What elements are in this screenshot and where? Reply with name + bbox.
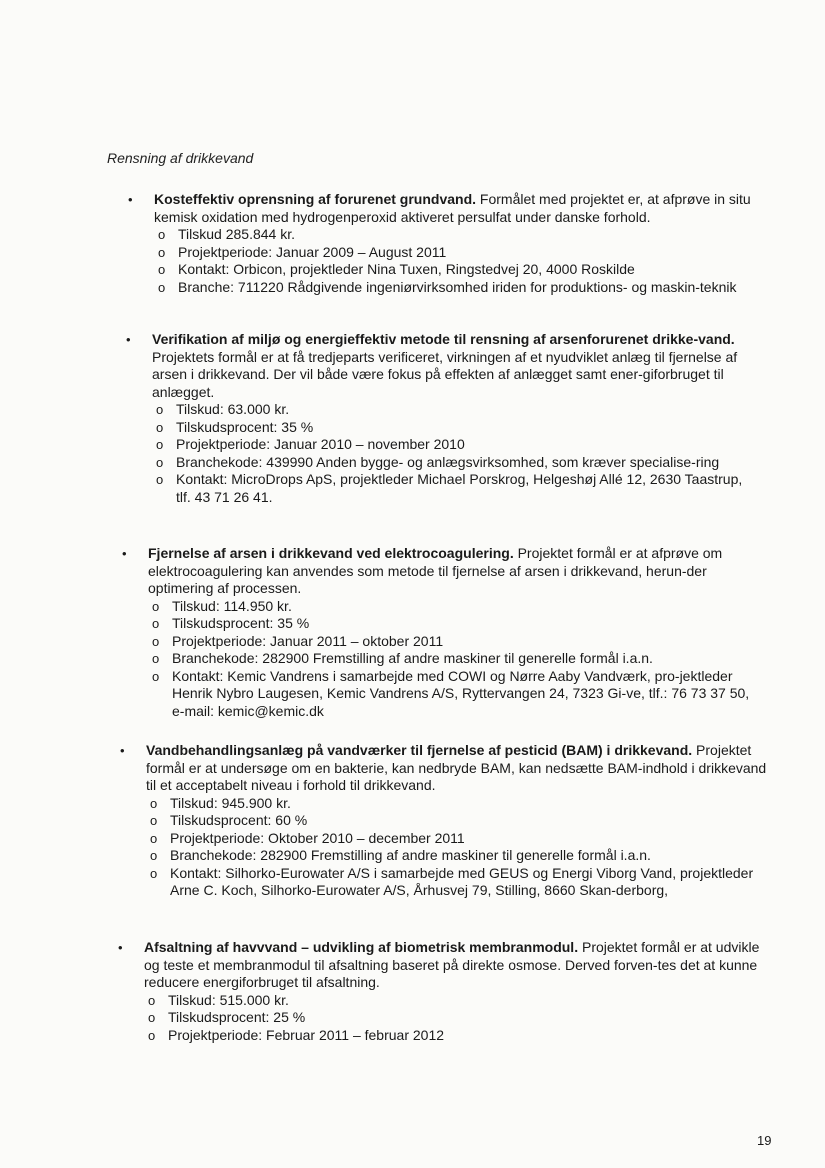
sub-bullet-icon: o [156,402,164,417]
detail-item: o Tilskud: 945.900 kr. [150,794,291,811]
detail-item: o Tilskudsprocent: 35 % [156,418,314,435]
sub-bullet-icon: o [158,227,166,242]
project-title: Vandbehandlingsanlæg på vandværker til fjernelse af pesticid (BAM) i drikkevand. [146,742,693,758]
sub-bullet-icon: o [158,279,166,295]
project-details [154,226,764,296]
project-entry [126,331,760,506]
project-details [144,992,770,1045]
sub-bullet-icon: o [150,795,158,811]
detail-item: o Tilskudsprocent: 35 % [152,615,310,631]
sub-bullet-icon: o [152,633,160,649]
detail-item: o Branchekode: 282900 Fremstilling af andre maskiner til generelle formål i.a.n. [150,847,651,863]
project-title: Kosteffektiv oprensning af forurenet grundvand. [154,191,477,207]
project-description [154,191,764,226]
sub-bullet-icon: o [152,616,160,631]
project-title: Fjernelse af arsen i drikkevand ved elektrocoagulering. [148,545,514,561]
detail-item: o Tilskud: 515.000 kr. [148,991,289,1008]
project-description [144,939,770,992]
project-description [146,742,768,795]
detail-item: o Tilskud: 114.950 kr. [152,597,292,614]
project-details [148,598,762,721]
project-entry [118,939,770,1044]
project-entry [128,191,764,296]
bullet-icon: • [118,940,123,955]
sub-bullet-icon: o [158,262,166,277]
section-title: Rensning af drikkevand [107,150,254,166]
project-text: Projektets formål er at få tredjeparts verificeret, virkningen af et nyudviklet anlæg til fjernelse af arsen i drikkevand. Der vil både være fokus på effekten af anlægget samt ener-giforbruget til anlægget. [152,348,738,400]
bullet-icon: • [122,546,127,561]
bullet-icon: • [126,332,131,347]
sub-bullet-icon: o [152,598,160,614]
detail-item: o Tilskudsprocent: 25 % [148,1009,306,1025]
sub-bullet-icon: o [148,1010,156,1025]
sub-bullet-icon: o [150,830,158,846]
project-details [146,795,768,900]
sub-bullet-icon: o [152,668,160,684]
sub-bullet-icon: o [148,1027,156,1043]
project-description [148,545,762,598]
project-title: Verifikation af miljø og energieffektiv metode til rensning af arsenforurenet drikke-vand. [152,331,735,347]
project-entry [122,545,762,720]
detail-item: o Kontakt: Kemic Vandrens i samarbejde med COWI og Nørre Aaby Vandværk, pro-jektleder Henrik Nybro Laugesen, Kemic Vandrens A/S, Ryttervangen 24, 7323 Gi-ve, tlf.: 76 73 37 50, e-mail: kemic@kemic.dk [152,667,750,719]
project-text: Projektet formål er at udvikle og teste et membranmodul til afsaltning baseret på direkte osmose. Derved forven-tes det at kunne reducere energiforbruget til afsaltning. [144,939,760,990]
sub-bullet-icon: o [148,992,156,1008]
detail-item: o Tilskud: 63.000 kr. [156,401,290,417]
project-description [152,331,760,401]
detail-item: o Branche: 711220 Rådgivende ingeniørvirksomhed iriden for produktions- og maskin-teknik [158,278,737,295]
sub-bullet-icon: o [156,472,164,487]
project-title: Afsaltning af havvvand – udvikling af biometrisk membranmodul. [144,939,579,955]
detail-item: o Kontakt: Orbicon, projektleder Nina Tuxen, Ringstedvej 20, 4000 Roskilde [158,261,635,277]
sub-bullet-icon: o [150,813,158,828]
detail-item: o Tilskud 285.844 kr. [158,226,295,242]
detail-item: o Projektperiode: Februar 2011 – februar 2012 [148,1026,445,1043]
project-entry [120,742,768,900]
detail-item: o Projektperiode: Januar 2010 – november 2010 [156,436,465,452]
detail-item: o Kontakt: MicroDrops ApS, projektleder Michael Porskrog, Helgeshøj Allé 12, 2630 Taastrup, tlf. 43 71 26 41. [156,471,743,505]
project-text: Projektet formål er at afprøve om elektrocoagulering kan anvendes som metode til fjernelse af arsen i drikkevand, herun-der optimering af processen. [148,545,723,596]
page-number: 19 [757,1133,772,1148]
detail-item: o Tilskudsprocent: 60 % [150,812,308,828]
project-details [152,401,760,506]
project-text: Projektet formål er at undersøge om en bakterie, kan nedbryde BAM, kan nedsætte BAM-indhold i drikkevand til et acceptabelt niveau i forhold til drikkevand. [146,742,767,793]
project-text: Formålet med projektet er, at afprøve in situ kemisk oxidation med hydrogenperoxid aktiveret persulfat under danske forhold. [154,191,751,225]
sub-bullet-icon: o [156,454,164,470]
bullet-icon: • [120,743,125,758]
detail-item: o Kontakt: Silhorko-Eurowater A/S i samarbejde med GEUS og Energi Viborg Vand, projektleder Arne C. Koch, Silhorko-Eurowater A/S, Århusvej 79, Stilling, 8660 Skan-derborg, [150,864,754,898]
detail-item: o Projektperiode: Oktober 2010 – december 2011 [150,829,465,846]
bullet-icon: • [128,192,133,207]
sub-bullet-icon: o [150,865,158,881]
detail-item: o Branchekode: 439990 Anden bygge- og anlægsvirksomhed, som kræver specialise-ring [156,453,720,470]
sub-bullet-icon: o [152,651,160,666]
detail-item: o Projektperiode: Januar 2009 – August 2011 [158,243,447,260]
detail-item: o Branchekode: 282900 Fremstilling af andre maskiner til generelle formål i.a.n. [152,650,653,666]
sub-bullet-icon: o [150,848,158,863]
sub-bullet-icon: o [156,419,164,435]
detail-item: o Projektperiode: Januar 2011 – oktober 2011 [152,632,444,649]
sub-bullet-icon: o [156,437,164,452]
sub-bullet-icon: o [158,244,166,260]
